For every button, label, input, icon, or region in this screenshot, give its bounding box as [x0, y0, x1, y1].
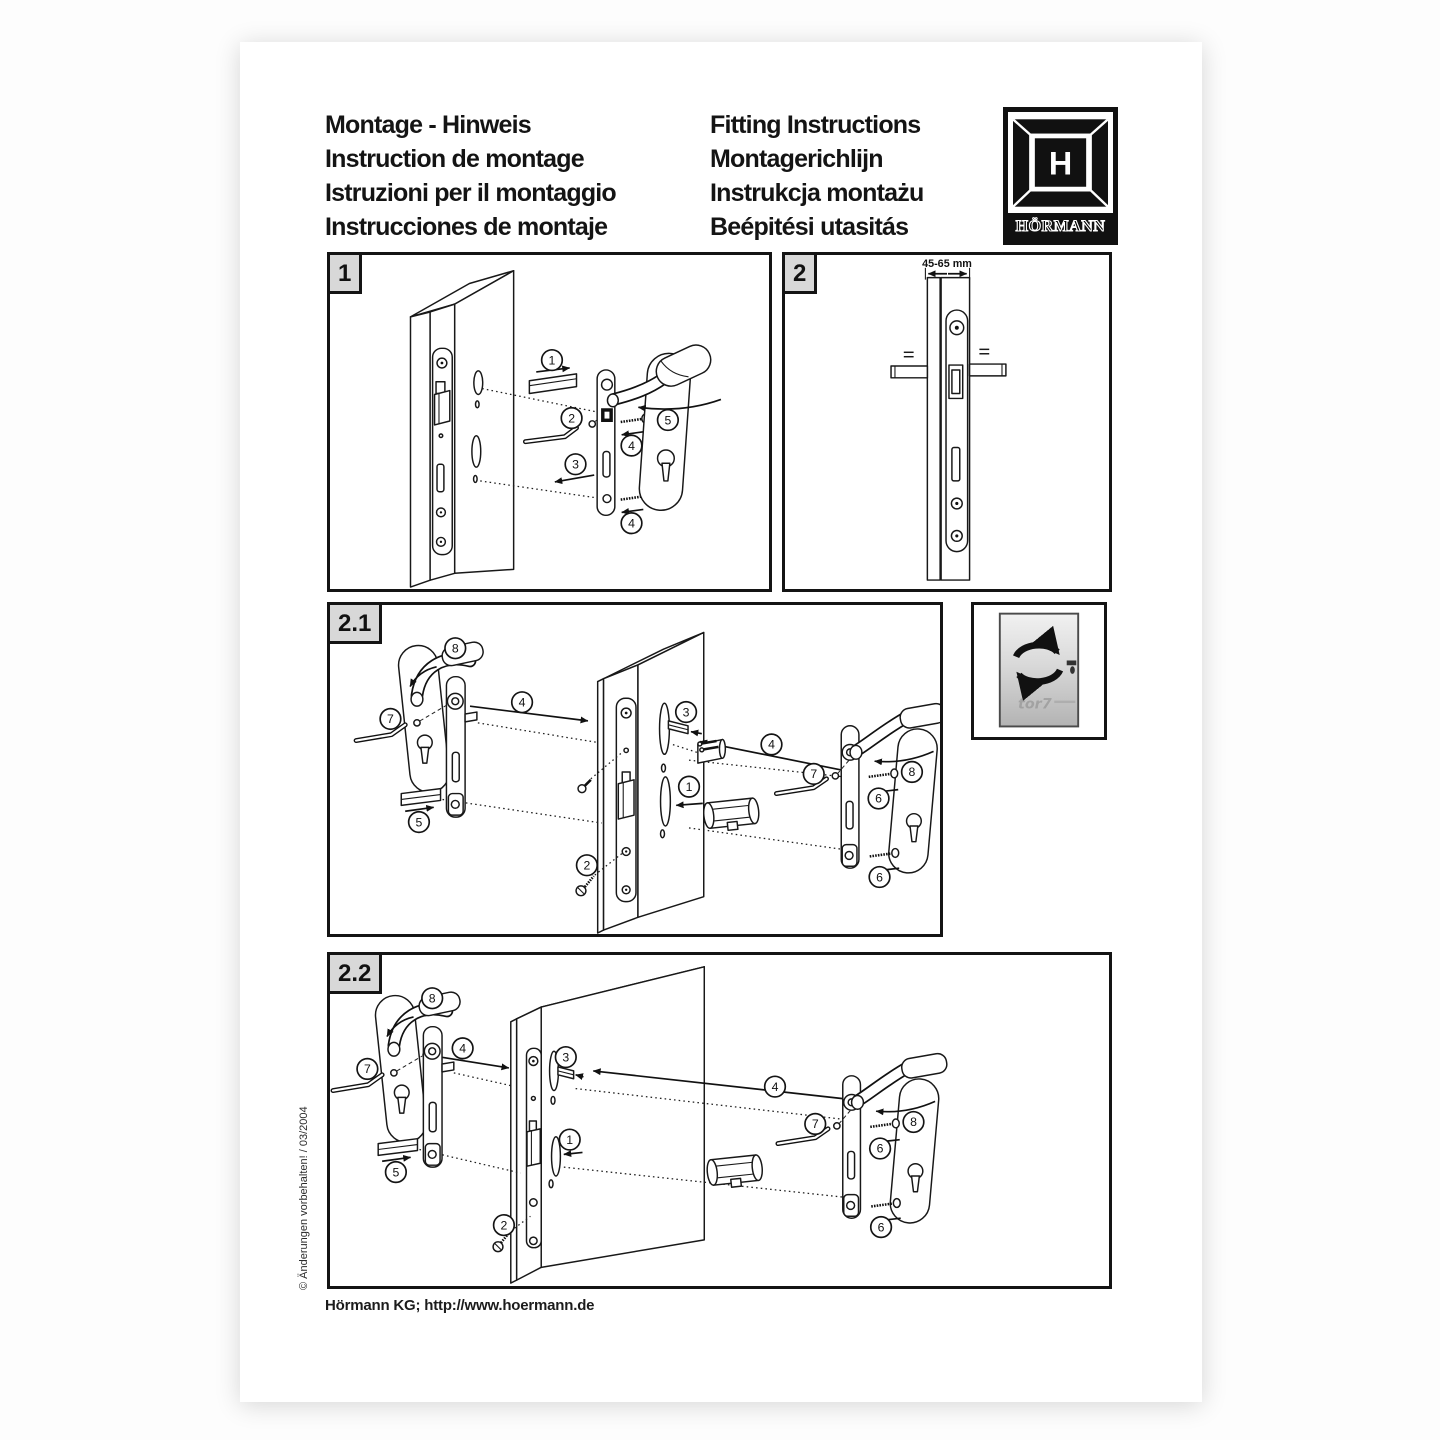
callout-5 [409, 812, 430, 833]
svg-text:8: 8 [910, 1115, 917, 1130]
svg-text:4: 4 [768, 737, 775, 752]
panel-step-2 [782, 252, 1112, 592]
footer-company-url: Hörmann KG; http://www.hoermann.de [325, 1297, 595, 1314]
instruction-sheet [240, 42, 1202, 1402]
svg-text:4: 4 [628, 516, 635, 531]
callout-1 [542, 350, 563, 371]
left-handle-assembly [333, 990, 462, 1167]
panel-2-drawing [785, 255, 1109, 589]
title-line-fr: Instruction de montage [325, 145, 584, 173]
title-line-hu: Beépitési utasitás [710, 213, 909, 241]
panel-1-label: 1 [327, 252, 362, 294]
door-edge-side-view [927, 278, 969, 580]
callout-6-upper [868, 788, 889, 809]
callout-4-left [512, 692, 533, 713]
svg-text:4: 4 [628, 438, 635, 453]
copyright-side-note: © Änderungen vorbehalten! / 03/2004 [298, 1106, 310, 1290]
callout-1 [559, 1129, 580, 1150]
spindle-bar [529, 368, 576, 394]
svg-text:3: 3 [682, 705, 690, 720]
callout-4-right [761, 734, 782, 755]
door-slab [410, 271, 513, 587]
callout-8-left [445, 638, 466, 659]
svg-text:2: 2 [568, 411, 576, 426]
svg-text:2: 2 [583, 858, 591, 873]
callout-8-right [903, 1112, 924, 1133]
svg-text:4: 4 [459, 1041, 467, 1056]
callout-2 [577, 855, 598, 876]
euro-cylinder [703, 798, 761, 833]
callout-6-lower [871, 1217, 892, 1238]
callout-8-right [902, 762, 923, 783]
svg-text:8: 8 [451, 641, 459, 656]
panel-1-drawing [330, 255, 769, 589]
title-line-de: Montage - Hinweis [325, 111, 531, 139]
callout-7-right [805, 1114, 826, 1135]
panel-2-1-drawing [330, 605, 940, 934]
callout-4-right [765, 1076, 786, 1097]
callout-5 [658, 410, 679, 431]
callout-2 [561, 408, 582, 429]
callout-7-right [803, 764, 824, 785]
svg-text:6: 6 [875, 791, 882, 806]
svg-text:45-65 mm: 45-65 mm [922, 257, 972, 270]
callout-7-left [380, 709, 401, 730]
callout-4b [621, 513, 642, 534]
panel-2-2-label: 2.2 [327, 952, 382, 994]
svg-text:8: 8 [428, 991, 436, 1006]
door-slab [511, 967, 704, 1283]
svg-text:7: 7 [363, 1062, 371, 1077]
title-line-pl: Instrukcja montażu [710, 179, 924, 207]
panel-step-1 [327, 252, 772, 592]
title-block-left [325, 108, 616, 244]
dimension-45-65mm [922, 258, 972, 280]
callout-1 [679, 776, 700, 797]
handle-sub-plate [597, 370, 615, 515]
svg-text:8: 8 [908, 765, 916, 780]
svg-text:3: 3 [562, 1050, 570, 1065]
right-handle-assembly [776, 702, 940, 874]
svg-text:3: 3 [572, 457, 579, 472]
svg-text:6: 6 [877, 1220, 885, 1235]
callout-4a [621, 435, 642, 456]
hoermann-logo [1003, 107, 1118, 245]
left-handle-assembly [356, 640, 485, 817]
rotation-symbol-drawing [974, 605, 1104, 737]
callout-3 [676, 702, 697, 723]
svg-text:6: 6 [876, 1141, 884, 1156]
svg-text:1: 1 [566, 1132, 574, 1147]
title-line-en: Fitting Instructions [710, 111, 921, 139]
callout-2 [494, 1215, 515, 1236]
title-line-es: Instrucciones de montaje [325, 213, 608, 241]
adapter-piece [698, 740, 725, 764]
loose-screw [578, 780, 591, 793]
svg-text:H: H [1048, 145, 1073, 182]
faceplate-screw [576, 876, 594, 896]
svg-text:1: 1 [548, 353, 556, 368]
callout-8-left [422, 988, 443, 1009]
callout-7-left [357, 1059, 378, 1080]
callout-4-left [452, 1038, 473, 1059]
scan-watermark: tor7 [1017, 696, 1052, 713]
callout-6-lower [869, 867, 890, 888]
panel-2-label: 2 [782, 252, 817, 294]
title-block-right [710, 108, 923, 244]
euro-cylinder [706, 1155, 764, 1190]
svg-text:7: 7 [811, 1117, 819, 1132]
svg-text:4: 4 [771, 1079, 779, 1094]
title-line-nl: Montagerichlijn [710, 145, 883, 173]
panel-step-2-2 [327, 952, 1112, 1289]
svg-text:4: 4 [518, 695, 526, 710]
panel-2-1-label: 2.1 [327, 602, 382, 644]
svg-text:2: 2 [500, 1218, 508, 1233]
svg-text:5: 5 [664, 413, 672, 428]
callout-3 [555, 1047, 576, 1068]
door-rotation-box [971, 602, 1107, 740]
callout-6-upper [870, 1138, 891, 1159]
svg-text:6: 6 [876, 870, 883, 885]
panel-2-2-drawing [330, 955, 1109, 1286]
mortise-lock-faceplate [433, 348, 453, 554]
callout-5 [386, 1162, 407, 1183]
title-line-it: Istruzioni per il montaggio [325, 179, 616, 207]
svg-text:7: 7 [810, 767, 818, 782]
right-handle-assembly [778, 1052, 948, 1224]
svg-text:5: 5 [415, 815, 423, 830]
svg-text:7: 7 [387, 712, 394, 727]
panel-step-2-1 [327, 602, 943, 937]
hoermann-emblem-icon [1013, 116, 1108, 210]
svg-text:1: 1 [685, 779, 693, 794]
svg-text:5: 5 [392, 1165, 400, 1180]
brand-name: HÖRMANN [1008, 213, 1113, 240]
callout-3 [565, 454, 586, 475]
